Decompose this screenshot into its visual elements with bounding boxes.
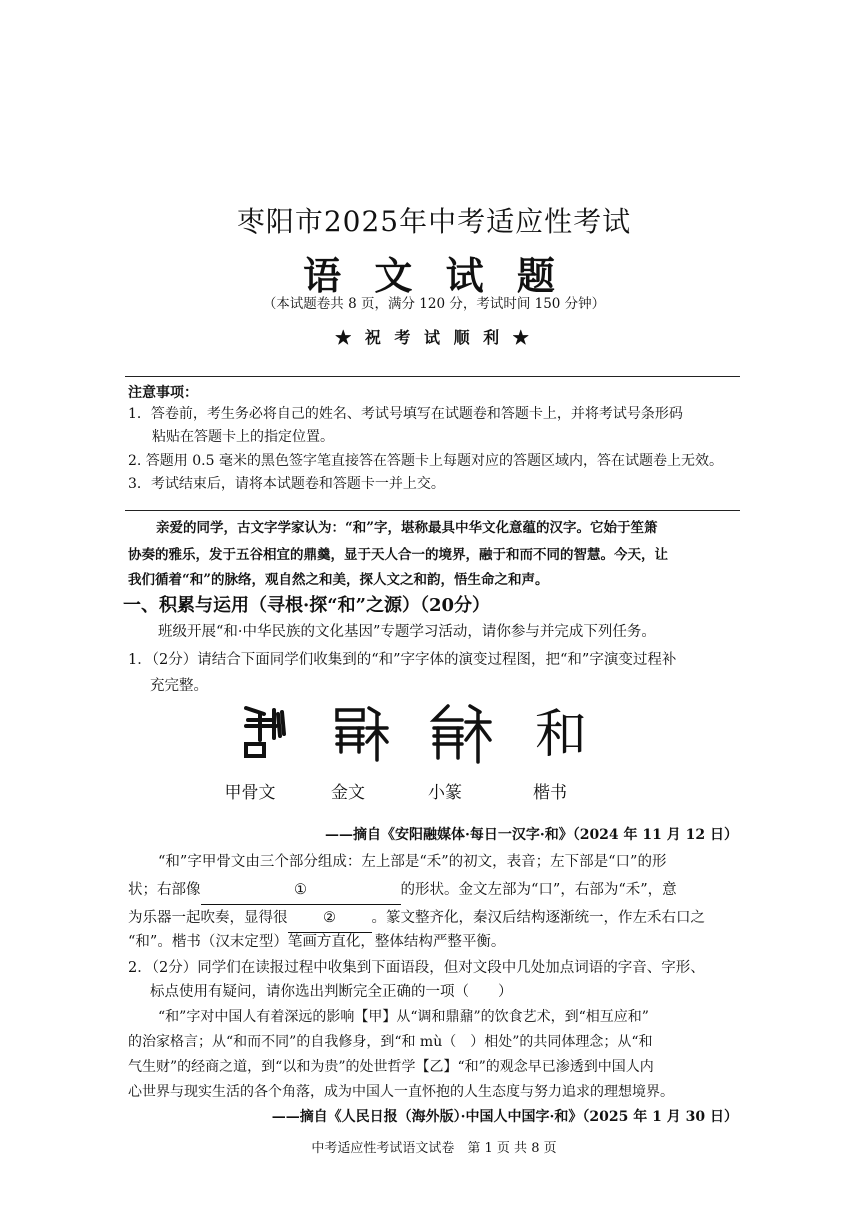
glyph-label-small-seal: 小篆 [428,783,462,803]
q2-para-line-1: “和”字对中国人有着深远的影响【甲】从“调和鼎鼐”的饮食艺术，到“相互应和” [158,1009,649,1025]
subject-title: 语 文 试 题 [303,253,565,298]
intro-line-1: 亲爱的同学，古文字学家认为：“和”字，堪称最具中华文化意蕴的汉字。它始于笙箫 [156,520,658,536]
q1-para-line-2 [128,876,740,905]
q1-para-line-4: “和”。楷书（汉末定型）笔画方直化，整体结构严整平衡。 [128,934,506,950]
q2-source: ——摘自《人民日报（海外版）·中国人中国字·和》（2025 年 1 月 30 日） [271,1109,738,1125]
glyph-label-bronze: 金文 [331,783,365,803]
notes-heading: 注意事项： [128,385,198,401]
answer-blank-1[interactable]: ① [201,876,401,905]
small-seal-he-glyph-icon [416,700,506,770]
q2-line-1: 2．（2分）同学们在读报过程中收集到下面语段，但对文段中几处加点词语的字音、字形、 [128,960,705,976]
q1-para-line-1: “和”字甲骨文由三个部分组成：左上部是“禾”的初文，表音；左下部是“口”的形 [158,854,667,870]
exam-title: 枣阳市2025年中考适应性考试 [236,205,632,238]
q1-para-line-3-a: 为乐器一起吹奏，显得很 [128,910,288,926]
q1-line-2: 充完整。 [150,678,208,694]
section-1-lead: 班级开展“和·中华民族的文化基因”专题学习活动，请你参与并完成下列任务。 [158,624,656,640]
glyph-label-regular: 楷书 [533,783,567,803]
q2-line-2: 标点使用有疑问，请你选出判断完全正确的一项（ ） [150,984,513,1000]
q1-line-1: 1．（2分）请结合下面同学们收集到的“和”字字体的演变过程图，把“和”字演变过程补 [128,652,677,668]
q1-para-line-3-b: 。篆文整齐化，秦汉后结构逐渐统一，作左禾右口之 [371,910,705,926]
q1-source: ——摘自《安阳融媒体·每日一汉字·和》（2024 年 11 月 12 日） [324,827,738,843]
note-item-1-line-2: 粘贴在答题卡上的指定位置。 [152,429,334,445]
answer-blank-2[interactable]: ② [288,904,372,933]
oracle-bone-he-glyph-icon [218,700,308,770]
q1-para-line-2-b: 的形状。金文左部为“口”，右部为“禾”，意 [400,882,677,898]
bronze-he-glyph-icon [315,700,405,770]
good-luck-line: ★ 祝 考 试 顺 利 ★ [335,328,533,347]
page-footer: 中考适应性考试语文试卷 第 1 页 共 8 页 [311,1141,557,1156]
section-1-heading: 一、积累与运用（寻根·探“和”之源）（20分） [123,595,491,616]
note-item-3: 3．考试结束后，请将本试题卷和答题卡一并上交。 [128,476,445,492]
divider-bottom [125,510,740,511]
exam-subtitle: （本试题卷共 8 页，满分 120 分，考试时间 150 分钟） [262,296,606,312]
glyph-label-oracle: 甲骨文 [224,783,276,803]
divider-top [125,376,740,377]
q2-para-line-2: 的治家格言；从“和而不同”的自我修身，到“和 mù（ ）相处”的共同体理念；从“和 [128,1034,653,1050]
q2-para-line-3: 气生财”的经商之道，到“以和为贵”的处世哲学【乙】“和”的观念早已渗透到中国人内 [128,1059,654,1075]
intro-line-2: 协奏的雅乐，发于五谷相宜的鼎羹，显于天人合一的境界，融于和而不同的智慧。今天，让 [128,547,668,563]
note-item-2: 2. 答题用 0.5 毫米的黑色签字笔直接答在答题卡上每题对应的答题区域内，答在试题卷上无效。 [128,453,723,469]
regular-script-he-glyph-icon: 和 [534,705,587,765]
intro-line-3: 我们循着“和”的脉络，观自然之和美，探人文之和韵，悟生命之和声。 [128,572,549,588]
q2-para-line-4: 心世界与现实生活的各个角落，成为中国人一直怀抱的人生态度与努力追求的理想境界。 [128,1084,674,1100]
note-item-1-line-1: 1．答卷前，考生务必将自己的姓名、考试号填写在试题卷和答题卡上，并将考试号条形码 [128,406,683,422]
q1-para-line-2-a: 状；右部像 [128,882,201,898]
